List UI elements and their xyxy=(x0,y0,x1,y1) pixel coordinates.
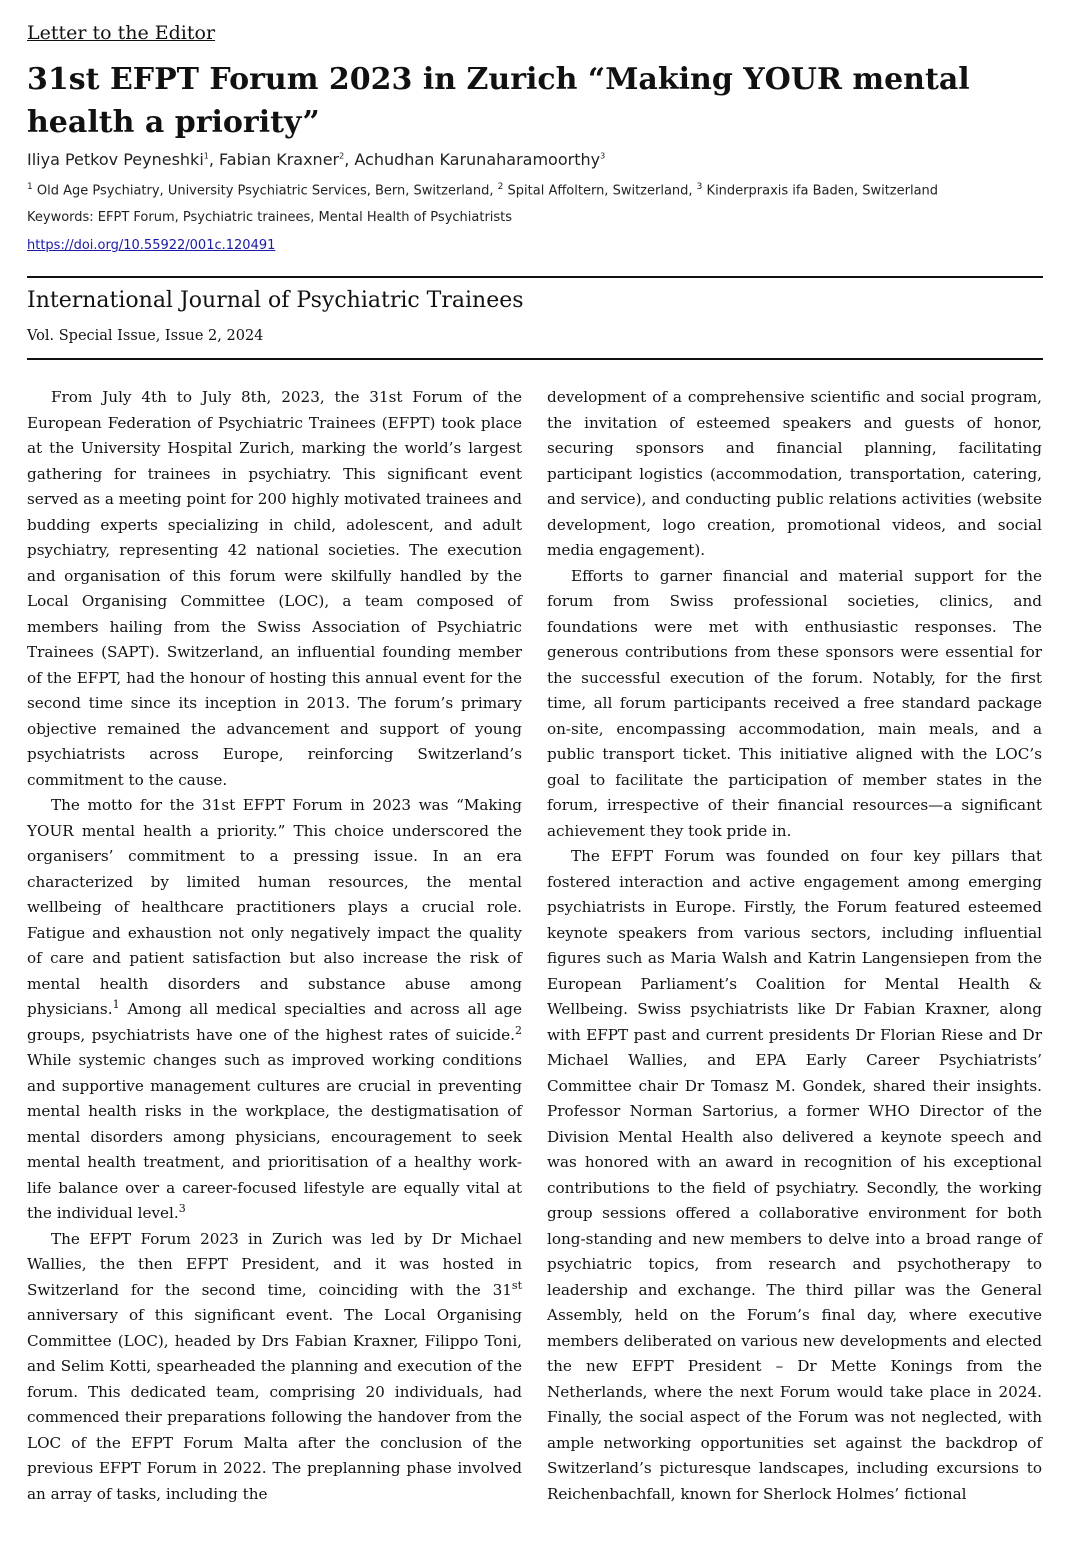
section-label[interactable]: Letter to the Editor xyxy=(27,22,216,44)
affil-number: 3 xyxy=(696,182,703,192)
citation-ref[interactable]: 3 xyxy=(178,1201,186,1215)
article-title: 31st EFPT Forum 2023 in Zurich “Making YOUR mental health a priority” xyxy=(27,62,970,140)
paragraph: From July 4th to July 8th, 2023, the 31st Forum of the European Federation of Psychiatric Trainees (EFPT) took place at the University Hospital Zurich, marking the world’s largest gathering for trainees in psychiatry. This significant event served as a meeting point for 200 highly motivated trainees and budding experts specializing in child, adolescent, and adult psychiatry, representing 42 national societies. The execution and organisation of this forum were skilfully handled by the Local Organising Committee (LOC), a team composed of members hailing from the Swiss Association of Psychiatric Trainees (SAPT). Switzerland, an influential founding member of the EFPT, had the honour of hosting this annual event for the second time since its inception in 2013. The forum’s primary objective remained the advancement and support of young psychiatrists across Europe, reinforcing Switzerland’s commitment to the cause. xyxy=(27,388,522,789)
author-affil-ref: 3 xyxy=(600,151,606,161)
paragraph: Efforts to garner financial and material support for the forum from Swiss professional societies, clinics, and foundations were met with enthusiastic responses. The generous contributions from these sponsors were essential for the successful execution of the forum. Notably, for the first time, all forum participants received a free standard package on-site, encompassing accommodation, main meals, and a public transport ticket. This initiative aligned with the LOC’s goal to facilitate the participation of member states in the forum, irrespective of their financial resources—a significant achievement they took pride in. xyxy=(547,566,1042,840)
paragraph-text: While systemic changes such as improved working conditions and supportive management cultures are crucial in preventing mental health risks in the workplace, the destigmatisation of mental disorders among physicians, encouragement to seek mental health treatment, and prioritisation of a healthy work-life balance over a career-focused lifestyle are equally vital at the individual level. xyxy=(27,1051,522,1222)
author-name: Fabian Kraxner xyxy=(219,150,340,169)
paragraph-text: The motto for the 31st EFPT Forum in 2023 was “Making YOUR mental health a priority.” This choice underscored the organisers’ commitment to a pressing issue. In an era characterized by limited human resources, the mental wellbeing of healthcare practitioners plays a crucial role. Fatigue and exhaustion not only negatively impact the quality of care and patient satisfaction but also increase the risk of mental health disorders and substance abuse among physicians. xyxy=(27,796,522,1018)
paragraph: The EFPT Forum was founded on four key pillars that fostered interaction and active engagement among emerging psychiatrists in Europe. Firstly, the Forum featured esteemed keynote speakers from various sectors, including influential figures such as Maria Walsh and Katrin Langensiepen from the European Parliament’s Coalition for Mental Health & Wellbeing. Swiss psychiatrists like Dr Fabian Kraxner, along with EFPT past and current presidents Dr Florian Riese and Dr Michael Wallies, and EPA Early Career Psychiatrists’ Committee chair Dr Tomasz M. Gondek, shared their insights. Professor Norman Sartorius, a former WHO Director of the Division Mental Health also delivered a keynote speech and was honored with an award in recognition of his exceptional contributions to the field of psychiatry. Secondly, the working group sessions offered a collaborative environment for both long-standing and new members to delve into a broad range of psychiatric topics, from research and psychotherapy to leadership and exchange. The third pillar was the General Assembly, held on the Forum’s final day, where executive members deliberated on various new developments and elected the new EFPT President – Dr Mette Konings from the Netherlands, where the next Forum would take place in 2024. Finally, the social aspect of the Forum was not neglected, with ample networking opportunities set against the backdrop of Switzerland’s picturesque landscapes, including excursions to Reichenbachfall, known for Sherlock Holmes’ fictional xyxy=(547,847,1042,1503)
paragraph-text: anniversary of this significant event. The Local Organising Committee (LOC), headed by Drs Fabian Kraxner, Filippo Toni, and Selim Kotti, spearheaded the planning and execution of the forum. This dedicated team, comprising 20 individuals, had commenced their preparations following the handover from the LOC of the EFPT Forum Malta after the conclusion of the previous EFPT Forum in 2022. The preplanning phase involved an array of tasks, including the xyxy=(27,1306,522,1503)
author-list: Iliya Petkov Peyneshki$^1$, Fabian Kraxner$^2$, Achudhan Karunaharamoorthy$^3$ xyxy=(27,150,606,169)
affil-number: 1 xyxy=(27,182,33,192)
paragraph-text: Among all medical specialties and across all age groups, psychiatrists have one of the highest rates of suicide. xyxy=(27,1000,522,1044)
keywords: Keywords: EFPT Forum, Psychiatric trainees, Mental Health of Psychiatrists xyxy=(27,210,513,225)
body-column-right xyxy=(547,385,1042,1507)
paragraph: development of a comprehensive scientific and social program, the invitation of esteemed speakers and guests of honor, securing sponsors and financial planning, facilitating participant logistics (accommodation, transportation, catering, and service), and conducting public relations activities (website development, logo creation, promotional videos, and social media engagement). xyxy=(547,388,1042,559)
journal-volume: Vol. Special Issue, Issue 2, 2024 xyxy=(27,328,264,344)
doi-link[interactable]: https://doi.org/10.55922/001c.120491 xyxy=(27,238,276,253)
affil-number: 2 xyxy=(497,182,504,192)
paragraph-text: The EFPT Forum 2023 in Zurich was led by Dr Michael Wallies, the then EFPT President, and it was hosted in Switzerland for the second time, coinciding with the 31 xyxy=(27,1229,522,1299)
affiliation: Kinderpraxis ifa Baden, Switzerland xyxy=(706,183,939,199)
author-name: Iliya Petkov Peyneshki xyxy=(27,150,204,169)
paragraph xyxy=(27,1227,522,1508)
affiliations xyxy=(27,182,938,198)
divider-bottom xyxy=(27,358,1043,360)
divider-top xyxy=(27,276,1043,278)
paragraph xyxy=(27,793,522,1227)
ordinal-suffix: st xyxy=(511,1278,522,1292)
citation-ref[interactable]: 2 xyxy=(515,1023,522,1037)
affiliation: Spital Affoltern, Switzerland, xyxy=(507,183,693,199)
body-column-left xyxy=(27,385,522,1507)
author-affil-ref: 1 xyxy=(203,151,209,161)
author-affil-ref: 2 xyxy=(339,151,345,161)
affiliation: Old Age Psychiatry, University Psychiatric Services, Bern, Switzerland, xyxy=(36,183,494,199)
author-name: Achudhan Karunaharamoorthy xyxy=(354,150,601,169)
citation-ref[interactable]: 1 xyxy=(112,997,120,1011)
journal-name: International Journal of Psychiatric Trainees xyxy=(27,288,524,313)
